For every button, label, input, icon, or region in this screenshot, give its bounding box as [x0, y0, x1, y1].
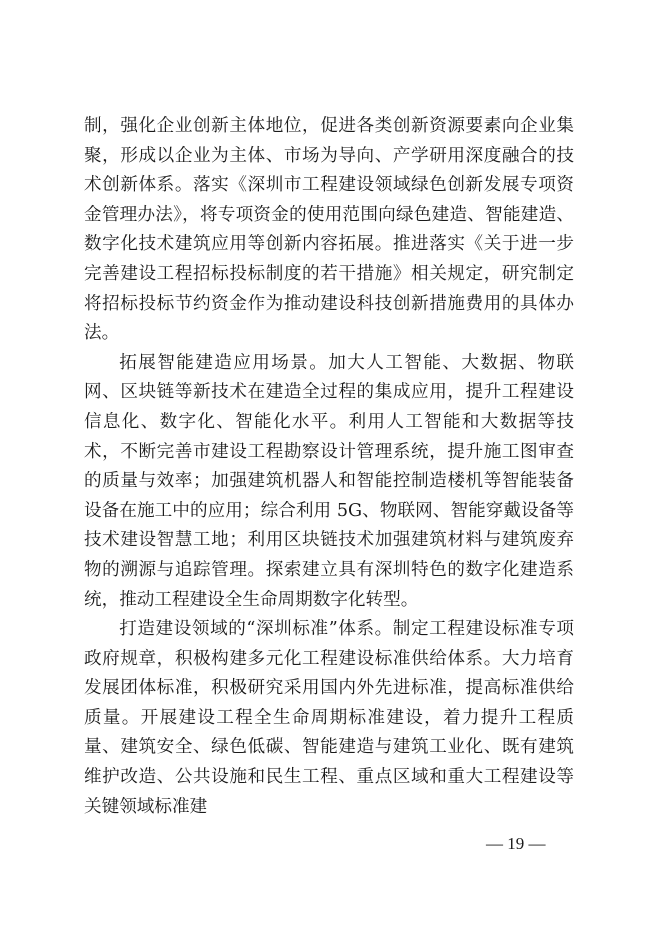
paragraph-2: 拓展智能建造应用场景。加大人工智能、大数据、物联网、区块链等新技术在建造全过程的集成应用，提升工程建设信息化、数字化、智能化水平。利用人工智能和大数据等技术，不断完善市建设工程勘察设计管理系统，提升施工图审查的质量与效率；加强建筑机器人和智能控制造楼机等智能装备设备在施工中的应用；综合利用 5G、物联网、智能穿戴设备等技术建设智慧工地；利用区块链技术加强建筑材料与建筑废弃物的溯源与追踪管理。探索建立具有深圳特色的数字化建造系统，推动工程建设全生命周期数字化转型。	[84, 352, 574, 610]
paragraph-1: 制，强化企业创新主体地位，促进各类创新资源要素向企业集聚，形成以企业为主体、市场为导向、产学研用深度融合的技术创新体系。落实《深圳市工程建设领域绿色创新发展专项资金管理办法》，将专项资金的使用范围向绿色建造、智能建造、数字化技术建筑应用等创新内容拓展。推进落实《关于进一步完善建设工程招标投标制度的若干措施》相关规定，研究制定将招标投标节约资金作为推动建设科技创新措施费用的具体办法。	[84, 116, 574, 344]
page-number: — 19 —	[486, 834, 546, 853]
body-text	[84, 112, 574, 822]
paragraph-3: 打造建设领域的“深圳标准”体系。制定工程建设标准专项政府规章，积极构建多元化工程建设标准供给体系。大力培育发展团体标准，积极研究采用国内外先进标准，提高标准供给质量。开展建设工程全生命周期标准建设，着力提升工程质量、建筑安全、绿色低碳、智能建造与建筑工业化、既有建筑维护改造、公共设施和民生工程、重点区域和重大工程建设等关键领域标准建	[84, 619, 574, 817]
